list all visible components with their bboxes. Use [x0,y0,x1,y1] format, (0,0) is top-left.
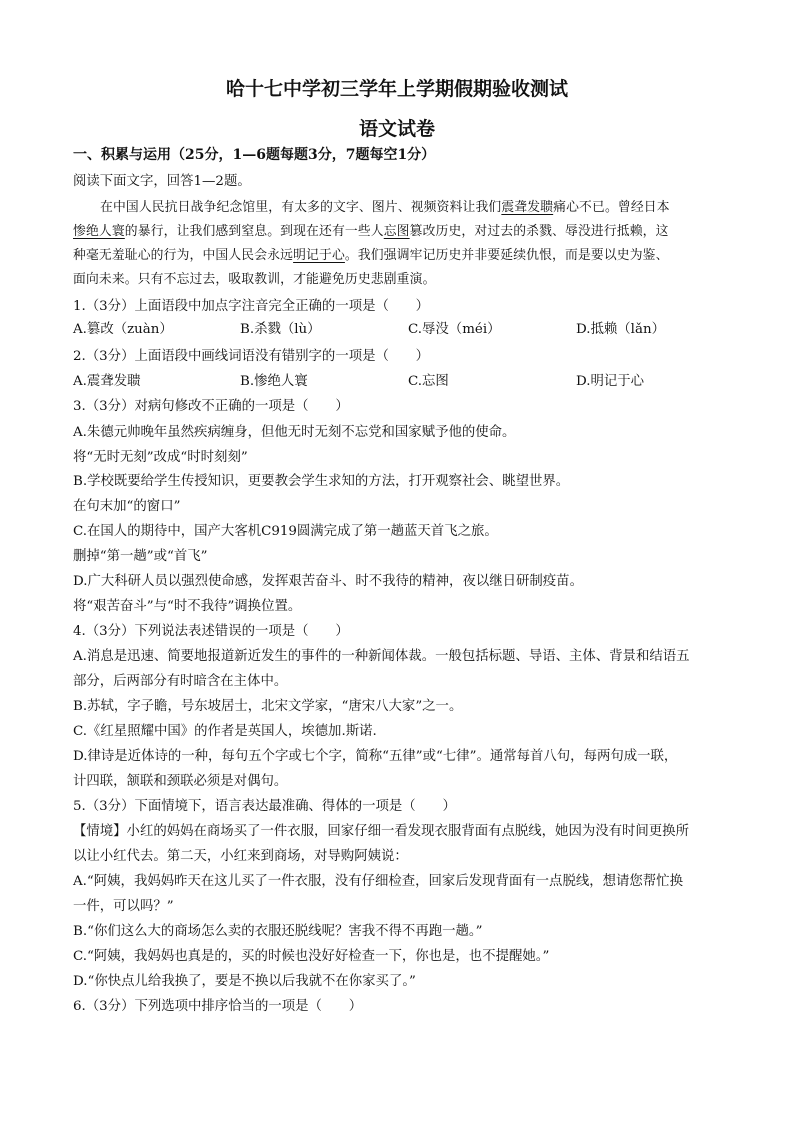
question-1-stem: 1.（3分）上面语段中加点字注音完全正确的一项是（ ） [73,299,430,314]
question-2-option-c[interactable]: C.忘图 [408,374,449,389]
underlined-word: 震聋发聩 [501,200,554,215]
question-3-option-b[interactable]: B.学校既要给学生传授知识，更要教会学生求知的方法，打开观察社会、眺望世界。 [73,474,570,489]
question-3-option-a-fix: 将“无时无刻”改成“时时刻刻” [73,450,248,465]
question-1-option-c[interactable]: C.辱没（méi） [408,322,501,337]
question-3-option-c-fix: 删掉“第一趟”或“首飞” [73,549,208,564]
passage-text: 种毫无羞耻心的行为，中国人民会永远 [73,248,294,263]
question-2-option-d[interactable]: D.明记于心 [576,374,645,389]
passage-text: 。我们强调牢记历史并非要延续仇恨，而是要以史为鉴、 [344,248,669,263]
question-3-stem: 3.（3分）对病句修改不正确的一项是（ ） [73,399,349,414]
question-2-option-a[interactable]: A.震聋发聩 [73,374,141,389]
underlined-word: 惨绝人寰 [73,224,125,239]
passage-line-1 [100,199,670,217]
question-3-option-d[interactable]: D.广大科研人员以强烈使命感，发挥艰苦奋斗、时不我待的精神，夜以继日研制疫苗。 [73,574,583,589]
question-3-option-c[interactable]: C.在国人的期待中，国产大客机C919圆满完成了第一趟蓝天首飞之旅。 [73,524,498,539]
passage-text: 痛心不已。曾经日本 [553,200,670,215]
question-5-option-d[interactable]: D.“你快点儿给我换了，要是不换以后我就不在你家买了。” [73,974,416,989]
underlined-word: 明记于心 [293,248,345,263]
section-heading: 一、积累与运用（25分，1—6题每题3分，7题每空1分） [73,147,436,163]
passage-line-4: 面向未来。只有不忘过去，吸取教训，才能避免历史悲剧重演。 [73,272,436,287]
question-4-option-b[interactable]: B.苏轼，字子瞻，号东坡居士，北宋文学家，“唐宋八大家”之一。 [73,699,463,714]
question-4-option-a-cont: 部分，后两部分有时暗含在主体中。 [73,674,288,689]
question-1-option-a[interactable]: A.篡改（zuàn） [73,322,173,337]
passage-line-3 [73,247,669,265]
question-1-option-b[interactable]: B.杀戮（lù） [240,322,321,337]
question-6-stem: 6.（3分）下列选项中排序恰当的一项是（ ） [73,999,363,1014]
exam-title: 哈十七中学初三学年上学期假期验收测试 [225,78,568,100]
question-4-option-d-cont: 计四联，颔联和颈联必须是对偶句。 [73,774,288,789]
question-5-option-b[interactable]: B.“你们这么大的商场怎么卖的衣服还脱线呢？害我不得不再跑一趟。” [73,924,483,939]
question-5-stem: 5.（3分）下面情境下，语言表达最准确、得体的一项是（ ） [73,799,456,814]
question-5-option-a-cont: 一件，可以吗？” [73,899,174,914]
question-2-stem: 2.（3分）上面语段中画线词语没有错别字的一项是（ ） [73,349,430,364]
question-1-option-d[interactable]: D.抵赖（lǎn） [576,322,665,337]
question-3-option-a[interactable]: A.朱德元帅晚年虽然疾病缠身，但他无时无刻不忘党和国家赋予他的使命。 [73,425,516,440]
passage-text: 在中国人民抗日战争纪念馆里，有太多的文字、图片、视频资料让我们 [100,200,502,215]
question-5-option-a[interactable]: A.“阿姨，我妈妈昨天在这儿买了一件衣服，没有仔细检查，回家后发现背面有一点脱线，想请您帮忙换 [73,874,683,889]
question-3-option-b-fix: 在句末加“的窗口” [73,499,181,514]
question-5-scenario-cont: 以让小红代去。第二天，小红来到商场，对导购阿姨说： [73,849,408,864]
question-4-option-c[interactable]: C.《红星照耀中国》的作者是英国人，埃德加.斯诺. [73,724,377,739]
question-5-option-c[interactable]: C.“阿姨，我妈妈也真是的，买的时候也没好好检查一下，你也是，也不提醒她。” [73,949,550,964]
question-2-option-b[interactable]: B.惨绝人寰 [240,374,308,389]
passage-text: 的暴行，让我们感到窒息。到现在还有一些人 [124,224,384,239]
question-4-stem: 4.（3分）下列说法表述错误的一项是（ ） [73,624,349,639]
passage-line-2 [73,223,669,241]
question-3-option-d-fix: 将“艰苦奋斗”与“时不我待”调换位置。 [73,599,302,614]
exam-subtitle: 语文试卷 [358,118,435,140]
underlined-word: 忘图 [383,224,410,239]
question-4-option-d[interactable]: D.律诗是近体诗的一种，每句五个字或七个字，简称“五律”或“七律”。通常每首八句，每两句成一联， [73,749,678,764]
question-5-scenario: 【情境】小红的妈妈在商场买了一件衣服，回家仔细一看发现衣服背面有点脱线，她因为没有时间更换所 [73,824,689,839]
question-4-option-a[interactable]: A.消息是迅速、简要地报道新近发生的事件的一种新闻体裁。一般包括标题、导语、主体、背景和结语五 [73,649,690,664]
reading-instruction: 阅读下面文字，回答1—2题。 [73,174,251,189]
passage-text: 篡改历史，对过去的杀戮、辱没进行抵赖，这 [409,224,669,239]
